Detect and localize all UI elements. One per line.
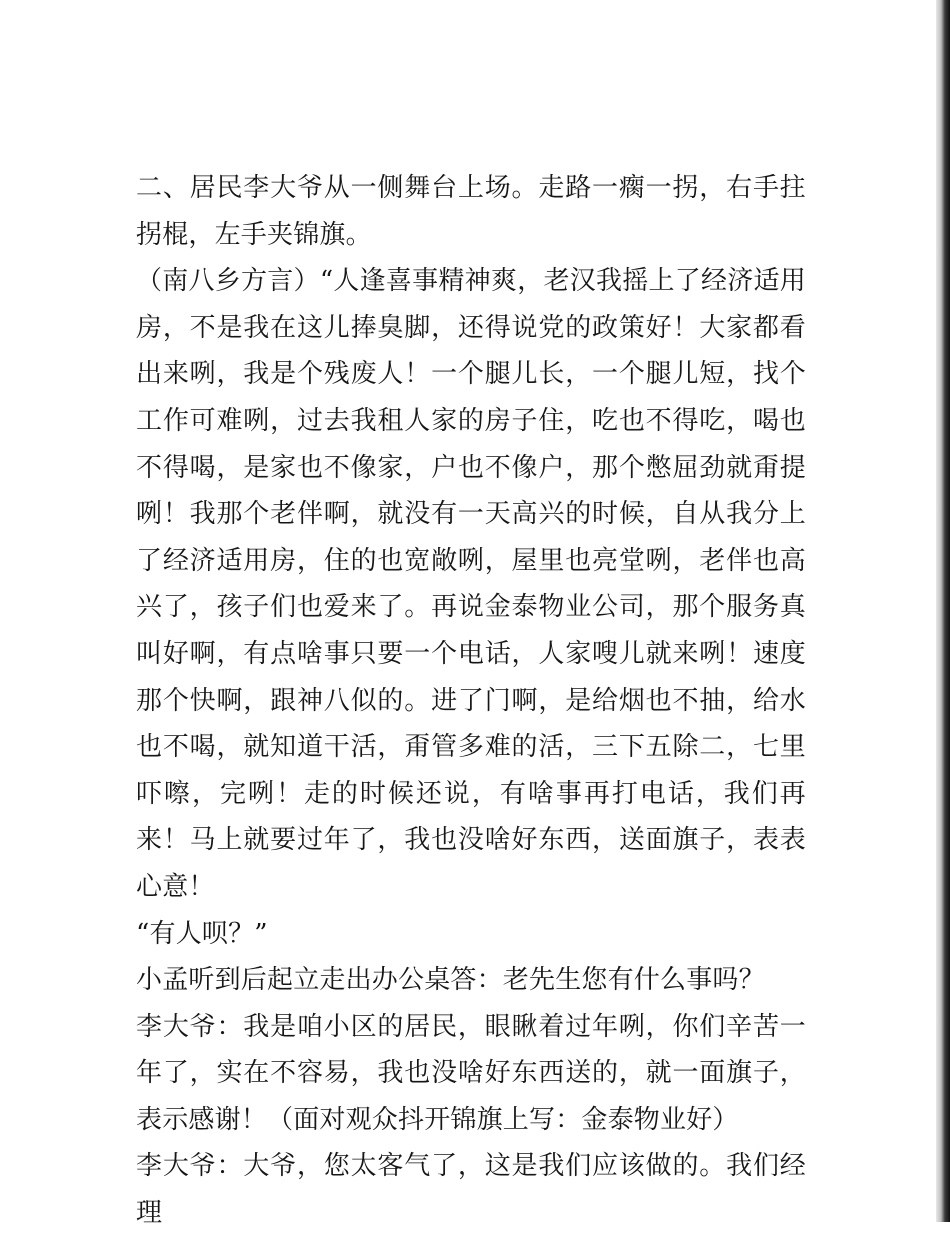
paragraph-li-dialogue-continued: 李大爷：大爷，您太客气了，这是我们应该做的。我们经理 bbox=[136, 1151, 806, 1229]
page-edge-shadow bbox=[936, 0, 950, 1222]
paragraph-stage-direction: 二、居民李大爷从一侧舞台上场。走路一瘸一拐，右手拄拐棍，左手夹锦旗。 bbox=[136, 173, 806, 250]
paragraph-call: “有人呗？” bbox=[136, 918, 268, 949]
paragraph-xiaomeng-reply: 小孟听到后起立走出办公桌答：老先生您有什么事吗？ bbox=[136, 965, 765, 996]
paragraph-li-dialogue: 李大爷：我是咱小区的居民，眼瞅着过年咧，你们辛苦一年了，实在不容易，我也没啥好东西送的，就一面旗子，表示感谢！（面对观众抖开锦旗上写：金泰物业好） bbox=[136, 1011, 806, 1135]
document-body bbox=[136, 165, 806, 1237]
paragraph-monologue: （南八乡方言）“人逢喜事精神爽，老汉我摇上了经济适用房，不是我在这儿捧臭脚，还得说党的政策好！大家都看出来咧，我是个残废人！一个腿儿长，一个腿儿短，找个工作可难咧，过去我租人家的房子住，吃也不得吃，喝也不得喝，是家也不像家，户也不像户，那个憋屈劲就甭提咧！我那个老伴啊，就没有一天高兴的时候，自从我分上了经济适用房，住的也宽敞咧，屋里也亮堂咧，老伴也高兴了，孩子们也爱来了。再说金泰物业公司，那个服务真叫好啊，有点啥事只要一个电话，人家嗖儿就来咧！速度那个快啊，跟神八似的。进了门啊，是给烟也不抽，给水也不喝，就知道干活，甭管多难的活，三下五除二，七里吓嚓，完咧！走的时候还说，有啥事再打电话，我们再来！马上就要过年了，我也没啥好东西，送面旗子，表表心意！ bbox=[136, 266, 806, 902]
